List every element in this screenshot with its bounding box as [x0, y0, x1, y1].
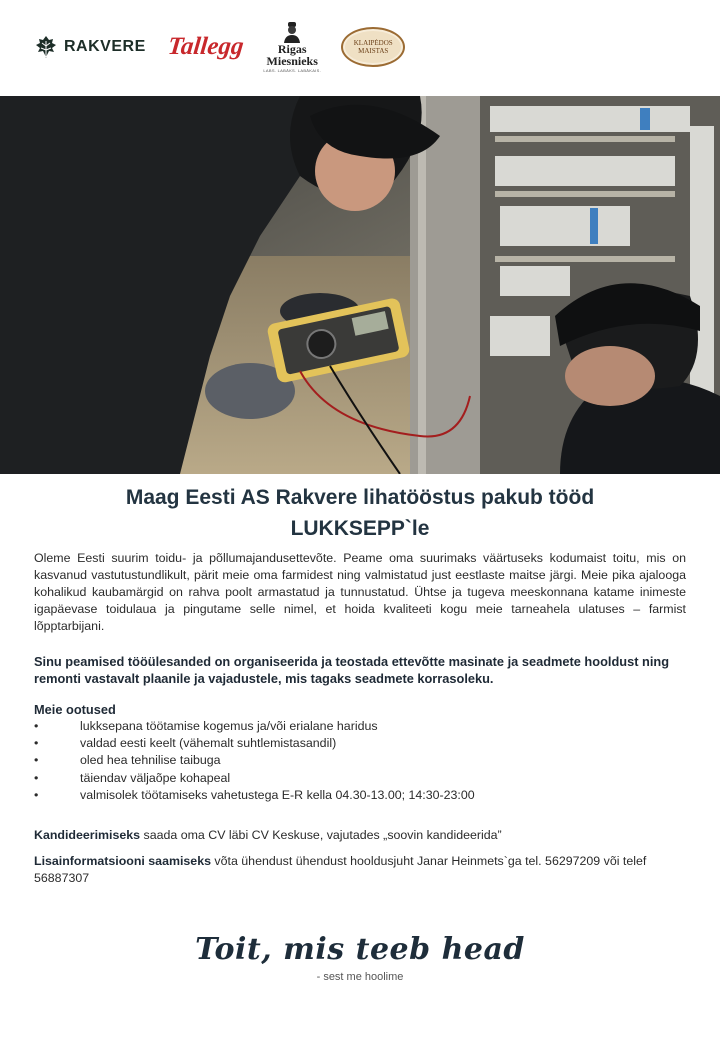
list-item [34, 718, 686, 735]
info-text: võta ühendust ühendust hooldusjuht Janar Heinmets`ga tel. 56297209 või telef 56887307 [34, 854, 647, 885]
job-title-heading [0, 482, 720, 544]
company-intro: Oleme Eesti suurim toidu- ja põllumajandusettevõte. Peame oma suurimaks väärtuseks kodumaist toitu, mis on kasvanud vastutustundlikult, pärit meie oma farmidest ning valmistatud just eestlaste maitse järgi. Meie pika ajalooga kohalikud kaubamärgid on rahva poolt armastatud ja tunnustatud. Ühtse ja tugeva meeskonnana katame inimeste igapäevase toidulaua ja pingutame selle nimel, et hoida kvaliteeti kogu meie tarneahela ulatuses – farmist lõpptarbijani. [34, 551, 686, 633]
bullet-icon: • [34, 719, 39, 733]
klaipedos-line2: MAISTAS [358, 47, 389, 55]
bullet-icon: • [34, 787, 39, 802]
list-item-text: täiendav väljaõpe kohapeal [80, 770, 231, 785]
hero-photo [0, 96, 720, 474]
bullet-icon: • [34, 770, 39, 785]
list-item [34, 787, 686, 804]
klaipedos-maistas-logo [341, 27, 405, 67]
rakvere-logo-text: RAKVERE [64, 38, 146, 55]
duties-paragraph: Sinu peamised tööülesanded on organiseerida ja teostada ettevõtte masinate ja seadmete hooldust ning remonti vastavalt plaanile ja vajadustele, mis tagaks seadmete korrasoleku. [34, 654, 670, 686]
slogan [0, 932, 720, 983]
contact-info-paragraph [34, 853, 686, 887]
rakvere-logo [34, 35, 146, 59]
list-item-text: lukksepana töötamise kogemus ja/või erialane haridus [80, 719, 378, 733]
expectations-heading: Meie ootused [34, 702, 116, 717]
rigas-tagline: LABS. LABĀKS. LABĀKAIS. [263, 68, 321, 73]
rigas-line1: Rigas [277, 42, 307, 56]
list-item [34, 770, 686, 787]
klaipedos-line1: KLAIPĖDOS [353, 39, 393, 47]
rigas-miesnieks-logo [261, 21, 323, 73]
expectations-list [34, 718, 686, 804]
technicians-electrical-cabinet-image [0, 96, 720, 474]
butcher-figure-icon [281, 21, 303, 43]
list-item-text: valmisolek töötamiseks vahetustega E-R kella 04.30-13.00; 14:30-23:00 [80, 787, 475, 802]
brand-logos [34, 14, 405, 80]
apply-paragraph [34, 827, 686, 844]
list-item [34, 752, 686, 769]
slogan-main: Toit, mis teeb head [195, 932, 525, 967]
list-item [34, 735, 686, 752]
tallegg-logo: Tallegg [166, 33, 245, 60]
apply-label: Kandideerimiseks [34, 828, 141, 842]
title-line-1: Maag Eesti AS Rakvere lihatööstus pakub tööd [125, 486, 595, 509]
bullet-icon: • [34, 753, 39, 768]
bullet-icon: • [34, 736, 39, 751]
title-line-2: LUKKSEPP`le [290, 517, 430, 540]
info-label: Lisainformatsiooni saamiseks [34, 854, 211, 868]
tree-icon [34, 35, 58, 59]
apply-text: saada oma CV läbi CV Keskuse, vajutades „soovin kandideerida” [140, 828, 502, 842]
list-item-text: valdad eesti keelt (vähemalt suhtlemistasandil) [80, 736, 337, 751]
list-item-text: oled hea tehnilise taibuga [80, 753, 221, 768]
slogan-sub: - sest me hoolime [316, 971, 404, 983]
rigas-line2: Miesnieks [266, 54, 318, 68]
